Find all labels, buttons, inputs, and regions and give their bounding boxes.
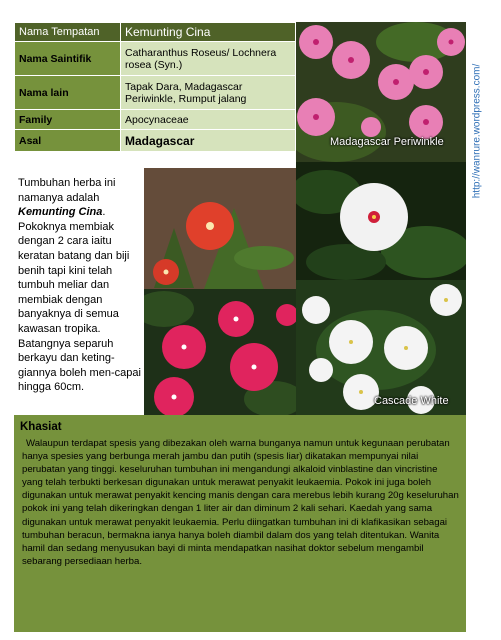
info-header-key: Nama Tempatan [15,23,121,42]
info-header-row [15,23,296,42]
info-key: Nama lain [15,76,121,110]
info-value: Catharanthus Roseus/ Lochnera rosea (Syn.) [121,42,296,76]
info-key: Family [15,110,121,130]
info-key: Asal [15,130,121,152]
photo-cascade-white [296,280,466,415]
info-row-scientific [15,42,296,76]
khasiat-title: Khasiat [20,421,62,433]
description-intro: Tumbuhan herba ini namanya adalah [18,177,116,204]
description-body: . Pokoknya membiak dengan 2 cara iaitu keratan batang dan biji benih tapi kini telah tumbuh meliar dan membiak dengan banyaknya di semua kawasan tropika. Batangnya separuh berkayu dan keting-giannya boleh men-capai hingga 60cm. [18,206,141,394]
caption-pink: Madagascar Periwinkle [330,136,444,148]
photo-pink-periwinkle [296,22,466,162]
khasiat-text: Walaupun terdapat spesis yang dibezakan oleh warna bunganya namun untuk kegunaan perubatan hanya spesies yang berbunga merah jambu dan putih (spesis liar) dikatakan mempunyai nilai perubatan yang tinggi. keseluruhan tumbuhan ini mengandungi alkaloid vinblastine dan vincristine yang telah terbukti berkesan digunakan untuk merawat penyakit leukaemia. Pokok ini juga boleh digunakan untuk merawat penyakit kencing manis dengan cara merebus lebih kurang 20g keseluruhan pokok ini yang telah dikeringkan dengan 1 liter air dan diminum 2 kali sehari. Kaedah yang sama digunakan untuk merawat penyakit leukaemia. Perlu diingatkan tumbuhan ini di klafikasikan sebagai tumbuhan beracun, bermakna ianya hanya boleh diambil dalam dos yang telah ditentukan. Wanita hamil dan sedang menyusukan bayi di minta mendapatkan nasihat doktor sebelum mengambil sebarang persediaan herba. [22,438,459,567]
khasiat-panel [14,415,466,632]
info-value: Madagascar [121,130,296,152]
info-key: Nama Saintifik [15,42,121,76]
photo-magenta-periwinkle [144,289,296,415]
watermark-text: http://wanrure.wordpress.com/ [471,63,483,199]
info-table [14,22,296,152]
info-row-other-names [15,76,296,110]
info-header-value: Kemunting Cina [121,23,296,42]
info-value: Apocynaceae [121,110,296,130]
description-text [18,176,144,395]
info-sheet [14,22,466,632]
info-value: Tapak Dara, Madagascar Periwinkle, Rumput jalang [121,76,296,110]
caption-white: Cascade White [374,395,449,407]
description-highlight: Kemunting Cina [18,206,103,219]
photo-white-periwinkle [296,162,466,280]
info-row-family [15,110,296,130]
photo-red-periwinkle [144,168,296,289]
watermark-url [468,36,486,226]
info-row-origin [15,130,296,152]
